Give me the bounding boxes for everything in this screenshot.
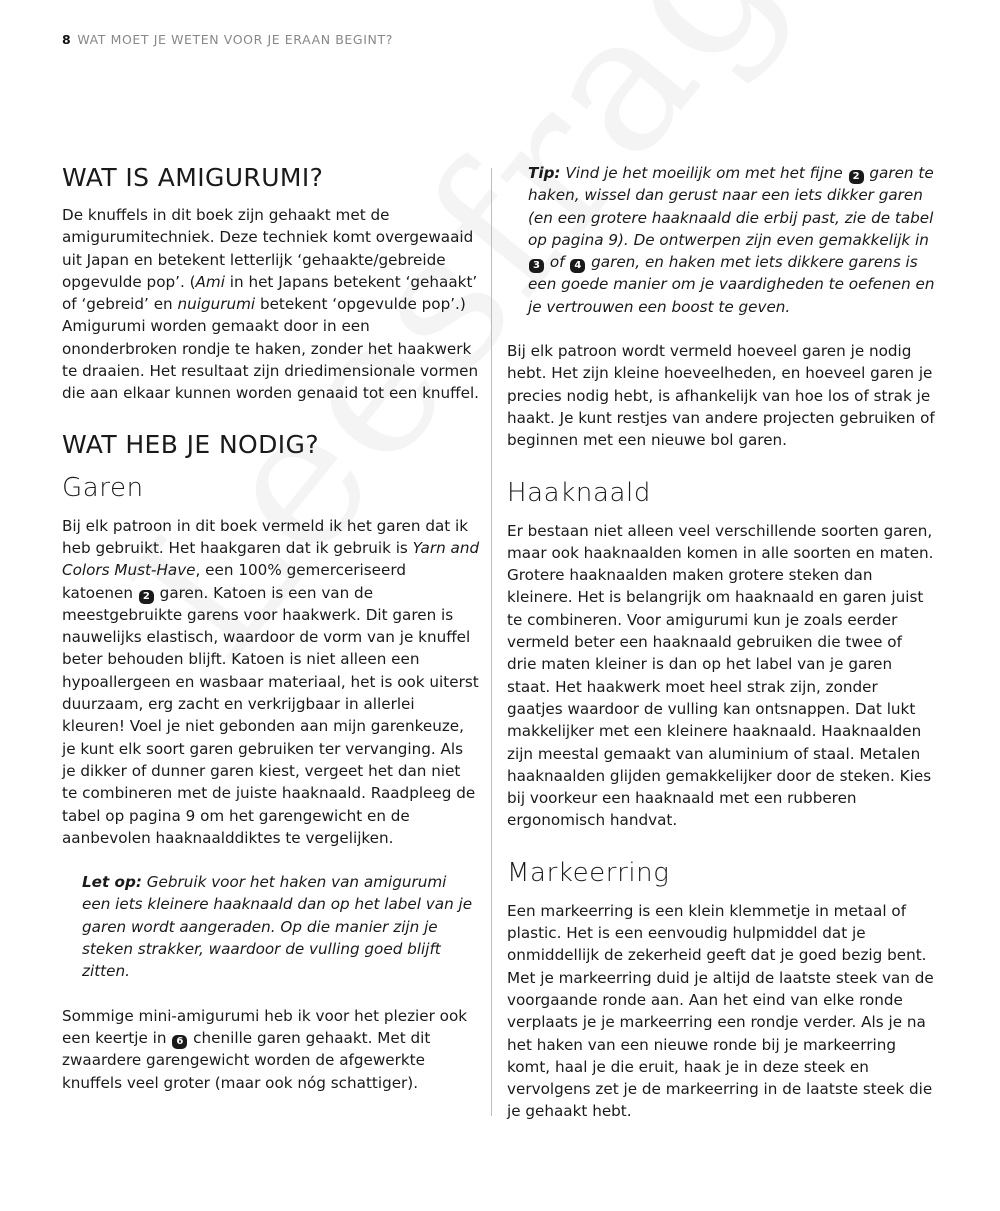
running-header bbox=[62, 32, 393, 47]
paragraph-haaknaald: Er bestaan niet alleen veel verschillende soorten garen, maar ook haaknaalden komen in alle soorten en maten. Grotere haaknaalden maken grotere steken dan kleinere. Het is belangrijk om haaknaald en garen juist te combineren. Voor amigurumi kun je zoals eerder vermeld beter een haaknaald gebruiken die twee of drie maten kleiner is dan op het label van je garen staat. Het haakwerk moet heel strak zijn, zonder gaatjes waardoor de vulling kan ontsnappen. Dat lukt makkelijker met een kleinere haaknaald. Haaknaalden zijn meestal gemaakt van aluminium of staal. Metalen haaknaalden glijden gemakkelijker door de steken. Kies bij voorkeur een haaknaald met een rubberen ergonomisch handvat. bbox=[507, 521, 934, 830]
subsection-title-haaknaald: Haaknaald bbox=[507, 477, 651, 508]
yarn-weight-4-icon: 4 bbox=[570, 259, 585, 273]
section-title-nodig: WAT HEB JE NODIG? bbox=[62, 429, 319, 459]
paragraph-mini-amigurumi: Sommige mini-amigurumi heb ik voor het plezier ook een keertje in 6 chenille garen gehaakt. Met dit zwaardere garengewicht worden de afgewerkte knuffels veel groter (maar ook nóg schattiger). bbox=[62, 1006, 468, 1092]
right-column bbox=[507, 162, 935, 1123]
yarn-weight-2-icon: 2 bbox=[849, 170, 864, 184]
subsection-title-garen: Garen bbox=[62, 472, 144, 503]
running-title: WAT MOET JE WETEN VOOR JE ERAAN BEGINT? bbox=[77, 32, 393, 47]
paragraph-hoeveelheid: Bij elk patroon wordt vermeld hoeveel garen je nodig hebt. Het zijn kleine hoeveelheden, en hoeveel garen je precies nodig hebt, is afhankelijk van hoe los of strak je haakt. Je kunt restjes van andere projecten gebruiken of beginnen met een nieuwe bol garen. bbox=[507, 342, 935, 450]
tip-box: Tip: Vind je het moeilijk om met het fijne 2 garen te haken, wissel dan gerust naar een iets dikker garen (en een grotere haaknaald die erbij past, zie de tabel op pagina 9). De ontwerpen zijn even gemakkelijk in 3 of 4 garen, en haken met iets dikkere garens is een goede manier om je vaardigheden te oefenen en je vertrouwen een boost te geven. bbox=[528, 164, 935, 316]
paragraph-amigurumi: De knuffels in dit boek zijn gehaakt met de amigurumitechniek. Deze techniek komt overgewaaid uit Japan en betekent letterlijk ‘gehaakte/gebreide opgevulde pop’. (Ami in het Japans betekent ‘gehaakt’ of ‘gebreid’ en nuigurumi betekent ‘opgevulde pop’.) Amigurumi worden gemaakt door in een ononderbroken rondje te haken, zonder het haakwerk te draaien. Het resultaat zijn driedimensionale vormen die aan elkaar kunnen worden genaaid tot een knuffel. bbox=[62, 206, 479, 403]
page-number: 8 bbox=[62, 32, 72, 47]
left-column bbox=[62, 162, 480, 1094]
note-let-op: Let op: Gebruik voor het haken van amigurumi een iets kleinere haaknaald dan op het label van je garen wordt aangeraden. Op die manier zijn je steken strakker, waardoor de vulling goed blijft zitten. bbox=[82, 873, 473, 981]
yarn-weight-2-icon: 2 bbox=[139, 590, 154, 604]
subsection-title-markeerring: Markeerring bbox=[507, 857, 670, 888]
yarn-weight-6-icon: 6 bbox=[172, 1035, 187, 1049]
section-title-amigurumi: WAT IS AMIGURUMI? bbox=[62, 163, 324, 192]
yarn-weight-3-icon: 3 bbox=[529, 259, 544, 273]
paragraph-garen: Bij elk patroon in dit boek vermeld ik het garen dat ik heb gebruikt. Het haakgaren dat ik gebruik is Yarn and Colors Must-Have, een 100% gemerceriseerd katoenen 2 garen. Katoen is een van de meestgebruikte garens voor haakwerk. Dit garen is nauwelijks elastisch, waardoor de vorm van je knuffel beter behouden blijft. Katoen is niet alleen een hypoallergeen en wasbaar materiaal, het is ook uiterst duurzaam, erg zacht en verkrijgbaar in allerlei kleuren! Voel je niet gebonden aan mijn garenkeuze, je kunt elk soort garen gebruiken ter vervanging. Als je dikker of dunner garen kiest, vergeet het dan niet te combineren met de juiste haaknaald. Raadpleeg de tabel op pagina 9 om het garengewicht en de aanbevolen haaknaalddiktes te vergelijken. bbox=[62, 516, 480, 847]
paragraph-markeerring: Een markeerring is een klein klemmetje in metaal of plastic. Het is een eenvoudig hulpmiddel dat je onmiddellijk de zekerheid geeft dat je goed bezig bent. Met je markeerring duid je altijd de laatste steek van de voorgaande ronde aan. Aan het eind van elke ronde verplaats je je markeerring een rondje verder. Als je na het haken van een nieuwe ronde bij je markeerring komt, haal je die eruit, haak je in deze steek en vervolgens zet je de markeerring in de laatste steek die je gehaakt hebt. bbox=[507, 901, 934, 1121]
column-divider bbox=[491, 168, 492, 1116]
